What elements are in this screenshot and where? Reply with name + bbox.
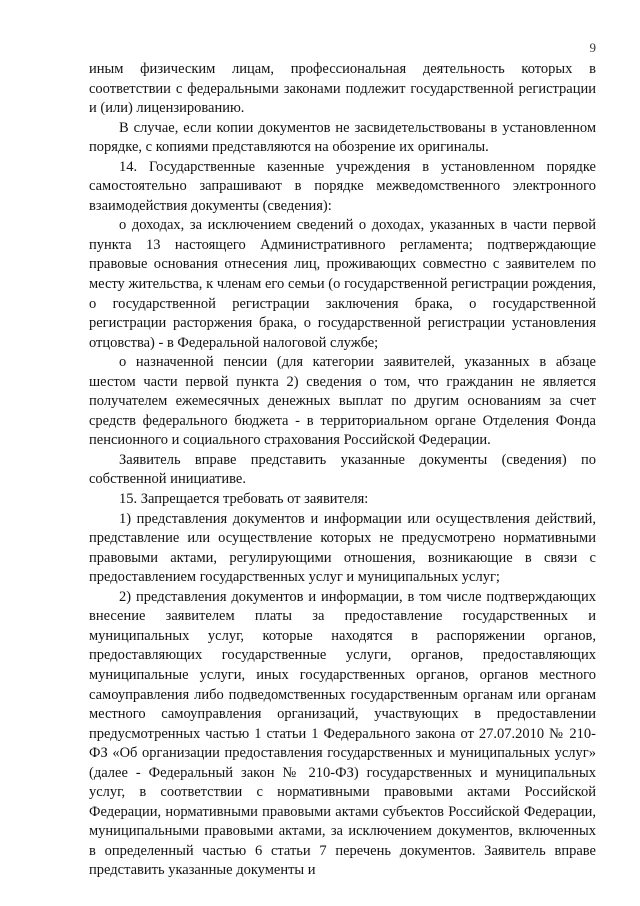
paragraph-item-14: 14. Государственные казенные учреждения в установленном порядке самостоятельно запрашивают в порядке межведомственного электронного взаимодействия документы (сведения): — [89, 158, 596, 214]
paragraph-income-info: о доходах, за исключением сведений о доходах, указанных в части первой пункта 13 настоящего Административного регламента; подтверждающие правовые основания отнесения лиц, проживающих совместно с заявителем по месту жительства, к членам его семьи (о государственной регистрации рождения, о государственной регистрации заключения брака, о государственной регистрации расторжения брака, о государственной регистрации установления отцовства) - в Федеральной налоговой службе; — [89, 217, 596, 351]
paragraph-pension-info: о назначенной пенсии (для категории заявителей, указанных в абзаце шестом части первой пункта 2) сведения о том, что гражданин не является получателем ежемесячных денежных выплат по другим основаниям за счет средств федерального бюджета - в территориальном органе Отделения Фонда пенсионного и социального страхования Российской Федерации. — [89, 354, 596, 449]
paragraph-continuation: иным физическим лицам, профессиональная деятельность которых в соответствии с федеральными законами подлежит государственной регистрации и (или) лицензированию. — [89, 61, 596, 117]
document-body — [89, 60, 596, 881]
paragraph-subitem-1: 1) представления документов и информации или осуществления действий, представление или осуществление которых не предусмотрено нормативными правовыми актами, регулирующими отношения, возникающие в связи с предоставлением государственных услуг и муниципальных услуг; — [89, 510, 596, 586]
paragraph-subitem-2: 2) представления документов и информации, в том числе подтверждающих внесение заявителем платы за предоставление государственных и муниципальных услуг, которые находятся в распоряжении органов, предоставляющих государственные услуги, органов, предоставляющих муниципальные услуги, иных государственных органов, органов местного самоуправления либо подведомственных государственным органам или органам местного самоуправления организаций, участвующих в предоставлении предусмотренных частью 1 статьи 1 Федерального закона от 27.07.2010 № 210-ФЗ «Об организации предоставления государственных и муниципальных услуг» (далее - Федеральный закон № 210-ФЗ) государственных и муниципальных услуг, в соответствии с нормативными правовыми актами Российской Федерации, нормативными правовыми актами субъектов Российской Федерации, муниципальными правовыми актами, за исключением документов, включенных в определенный частью 6 статьи 7 перечень документов. Заявитель вправе представить указанные документы и — [89, 588, 596, 879]
paragraph-copies-note: В случае, если копии документов не засвидетельствованы в установленном порядке, с копиями представляются на обозрение их оригиналы. — [89, 119, 596, 156]
page-number: 9 — [589, 40, 596, 55]
paragraph-own-initiative: Заявитель вправе представить указанные документы (сведения) по собственной инициативе. — [89, 451, 596, 488]
paragraph-item-15: 15. Запрещается требовать от заявителя: — [119, 491, 369, 508]
